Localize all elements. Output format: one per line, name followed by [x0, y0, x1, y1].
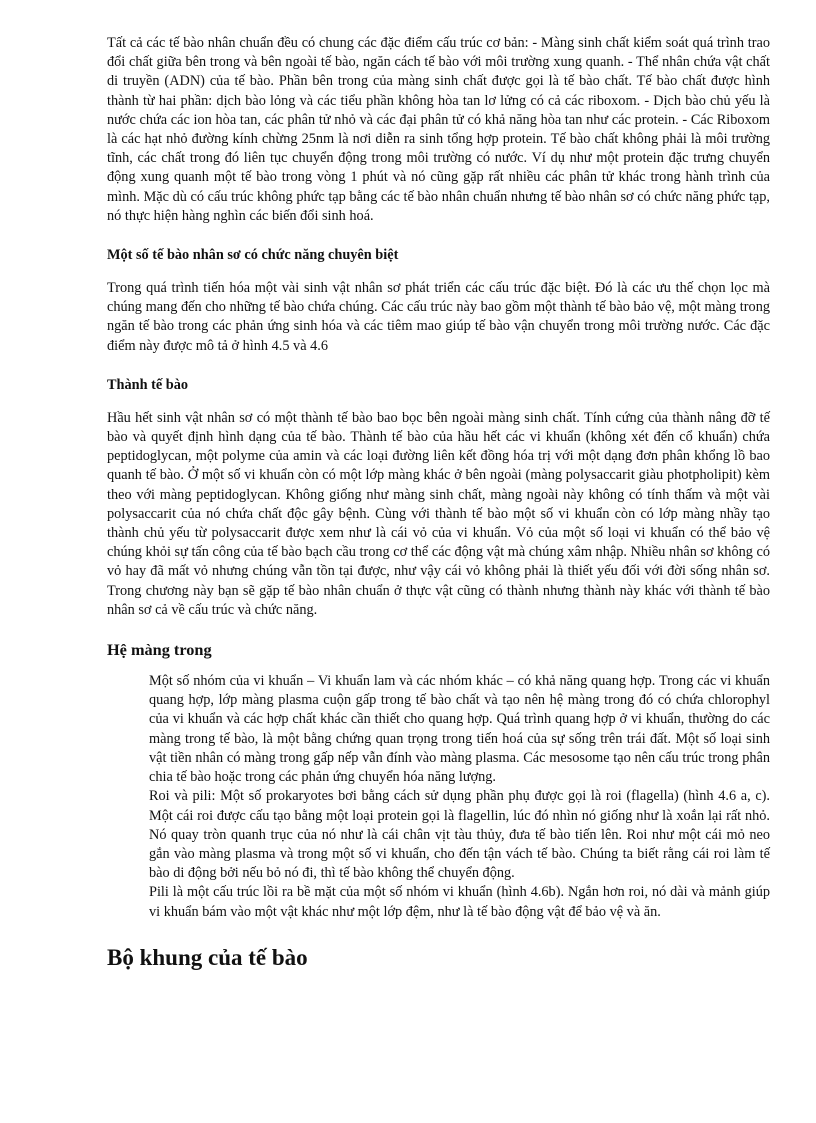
paragraph-special-function: Trong quá trình tiến hóa một vài sinh vật nhân sơ phát triển các cấu trúc đặc biệt. Đó là các ưu thế chọn lọc mà chúng mang đến cho những tế bào chứa chúng. Các cấu trúc này bao gồm một thành tế bào bảo vệ, một màng trong ngăn tế bào trong các phản ứng sinh hóa và các tiêm mao giúp tế bào vận chuyển trong môi trường nước. Các đặc điểm này được mô tả ở hình 4.5 và 4.6 — [107, 280, 770, 354]
paragraph-cell-wall: Hầu hết sinh vật nhân sơ có một thành tế bào bao bọc bên ngoài màng sinh chất. Tính cứng của thành nâng đỡ tế bào và quyết định hình dạng của tế bào. Thành tế bào của hầu hết các vi khuẩn (không xét đến cổ khuẩn) chứa peptidoglycan, một polyme của amin và các loại đường liên kết đồng hóa trị với một dạng đơn phân khổng lồ bao quanh tế bào. Ở một số vi khuẩn còn có một lớp màng khác ở bên ngoài (màng polysaccarit giàu photpholipit) kèm theo với màng peptidoglycan. Không giống như màng sinh chất, màng ngoài này không có tính thấm và một vài polysaccarit của nó chứa chất độc gây bệnh. Cùng với thành tế bào một số vi khuẩn còn có lớp màng nhầy tạo thành chủ yếu từ polysaccarit được xem như là cái vỏ của vi khuẩn. Vỏ của một số loại vi khuẩn có thể bảo vệ chúng khỏi sự tấn công của tế bào bạch cầu trong cơ thể các động vật mà chúng xâm nhập. Nhiều nhân sơ không có vỏ hay đã mất vỏ nhưng chúng vẫn tồn tại được, như vậy cái vỏ không phải là thiết yếu đối với đời sống nhân sơ. Trong chương này bạn sẽ gặp tế bào nhân chuẩn ở thực vật cũng có thành nhưng thành này khác với thành tế bào nhân sơ cả về cấu trúc và chức năng. — [107, 409, 770, 618]
indented-block — [107, 672, 770, 922]
paragraph-internal-membrane: Một số nhóm của vi khuẩn – Vi khuẩn lam và các nhóm khác – có khả năng quang hợp. Trong các vi khuẩn quang hợp, lớp màng plasma cuộn gấp trong tế bào chất và tạo nên hệ màng trong đó có chứa chlorophyl của vi khuẩn và các hợp chất khác cần thiết cho quang hợp. Quá trình quang hợp ở vi khuẩn, thường do các màng trong tế bào, là một bằng chứng quan trọng trong tiến hoá của sự sống trên trái đất. Một số loại sinh vật tiền nhân có màng trong gấp nếp vẫn đính vào màng plasma. Các mesosome tạo nên cấu trúc trong phân chia tế bào hoặc trong các phản ứng chuyển hóa năng lượng. — [149, 673, 770, 786]
paragraph-pili: Pili là một cấu trúc lồi ra bề mặt của một số nhóm vi khuẩn (hình 4.6b). Ngắn hơn roi, nó dài và mảnh giúp vi khuẩn bám vào một vật khác như một lớp đệm, như là tế bào động vật để bảo vệ và ăn. — [149, 884, 770, 920]
paragraph-intro: Tất cả các tế bào nhân chuẩn đều có chung các đặc điểm cấu trúc cơ bản: - Màng sinh chất kiểm soát quá trình trao đổi chất giữa bên trong và bên ngoài tế bào, ngăn cách tế bào với môi trường xung quanh. - Thể nhân chứa vật chất di truyền (ADN) của tế bào. Phần bên trong của màng sinh chất được gọi là tế bào chất. Tế bào chất được hình thành từ hai phần: dịch bào lỏng và các tiểu phần không hòa tan lơ lửng có cả các riboxom. - Dịch bào chủ yếu là nước chứa các ion hòa tan, các phân tử nhỏ và các đại phân tử có khả năng hòa tan như các protein. - Các Riboxom là các hạt nhỏ đường kính chừng 25nm là nơi diễn ra sinh tổng hợp protein. Tế bào chất không phải là môi trường tĩnh, các chất trong đó liên tục chuyển động trong môi trường có nước. Ví dụ như một protein đặc trưng chuyển động xung quanh một tế bào trong vòng 1 phút và nó cũng gặp rất nhiều các phân tử khác trong hành trình của mình. Mặc dù có cấu trúc không phức tạp bằng các tế bào nhân chuẩn nhưng tế bào nhân sơ có chức năng phức tạp, nó thực hiện hàng nghìn các biến đổi sinh hoá. — [107, 35, 770, 224]
document-page — [107, 34, 770, 972]
heading-internal-membrane: Hệ màng trong — [107, 640, 212, 660]
heading-special-function: Một số tế bào nhân sơ có chức năng chuyên biệt — [107, 247, 399, 264]
heading-cytoskeleton: Bộ khung của tế bào — [107, 944, 308, 970]
paragraph-flagella: Roi và pili: Một số prokaryotes bơi bằng cách sử dụng phần phụ được gọi là roi (flagella) (hình 4.6 a, c). Một cái roi được cấu tạo bằng một loại protein gọi là flagellin, lúc đó nhìn nó giống như là xoắn lại rất nhỏ. Nó quay tròn quanh trục của nó như là cái chân vịt tàu thủy, đưa tế bào tiến lên. Roi như một cái mỏ neo gắn vào màng plasma và trong một số vi khuẩn, cho đến tận vách tế bào. Chúng ta biết rằng cái roi làm tế bào di động bởi nếu bỏ nó đi, thì tế bào không thể chuyển động. — [149, 788, 770, 882]
heading-cell-wall: Thành tế bào — [107, 376, 189, 393]
